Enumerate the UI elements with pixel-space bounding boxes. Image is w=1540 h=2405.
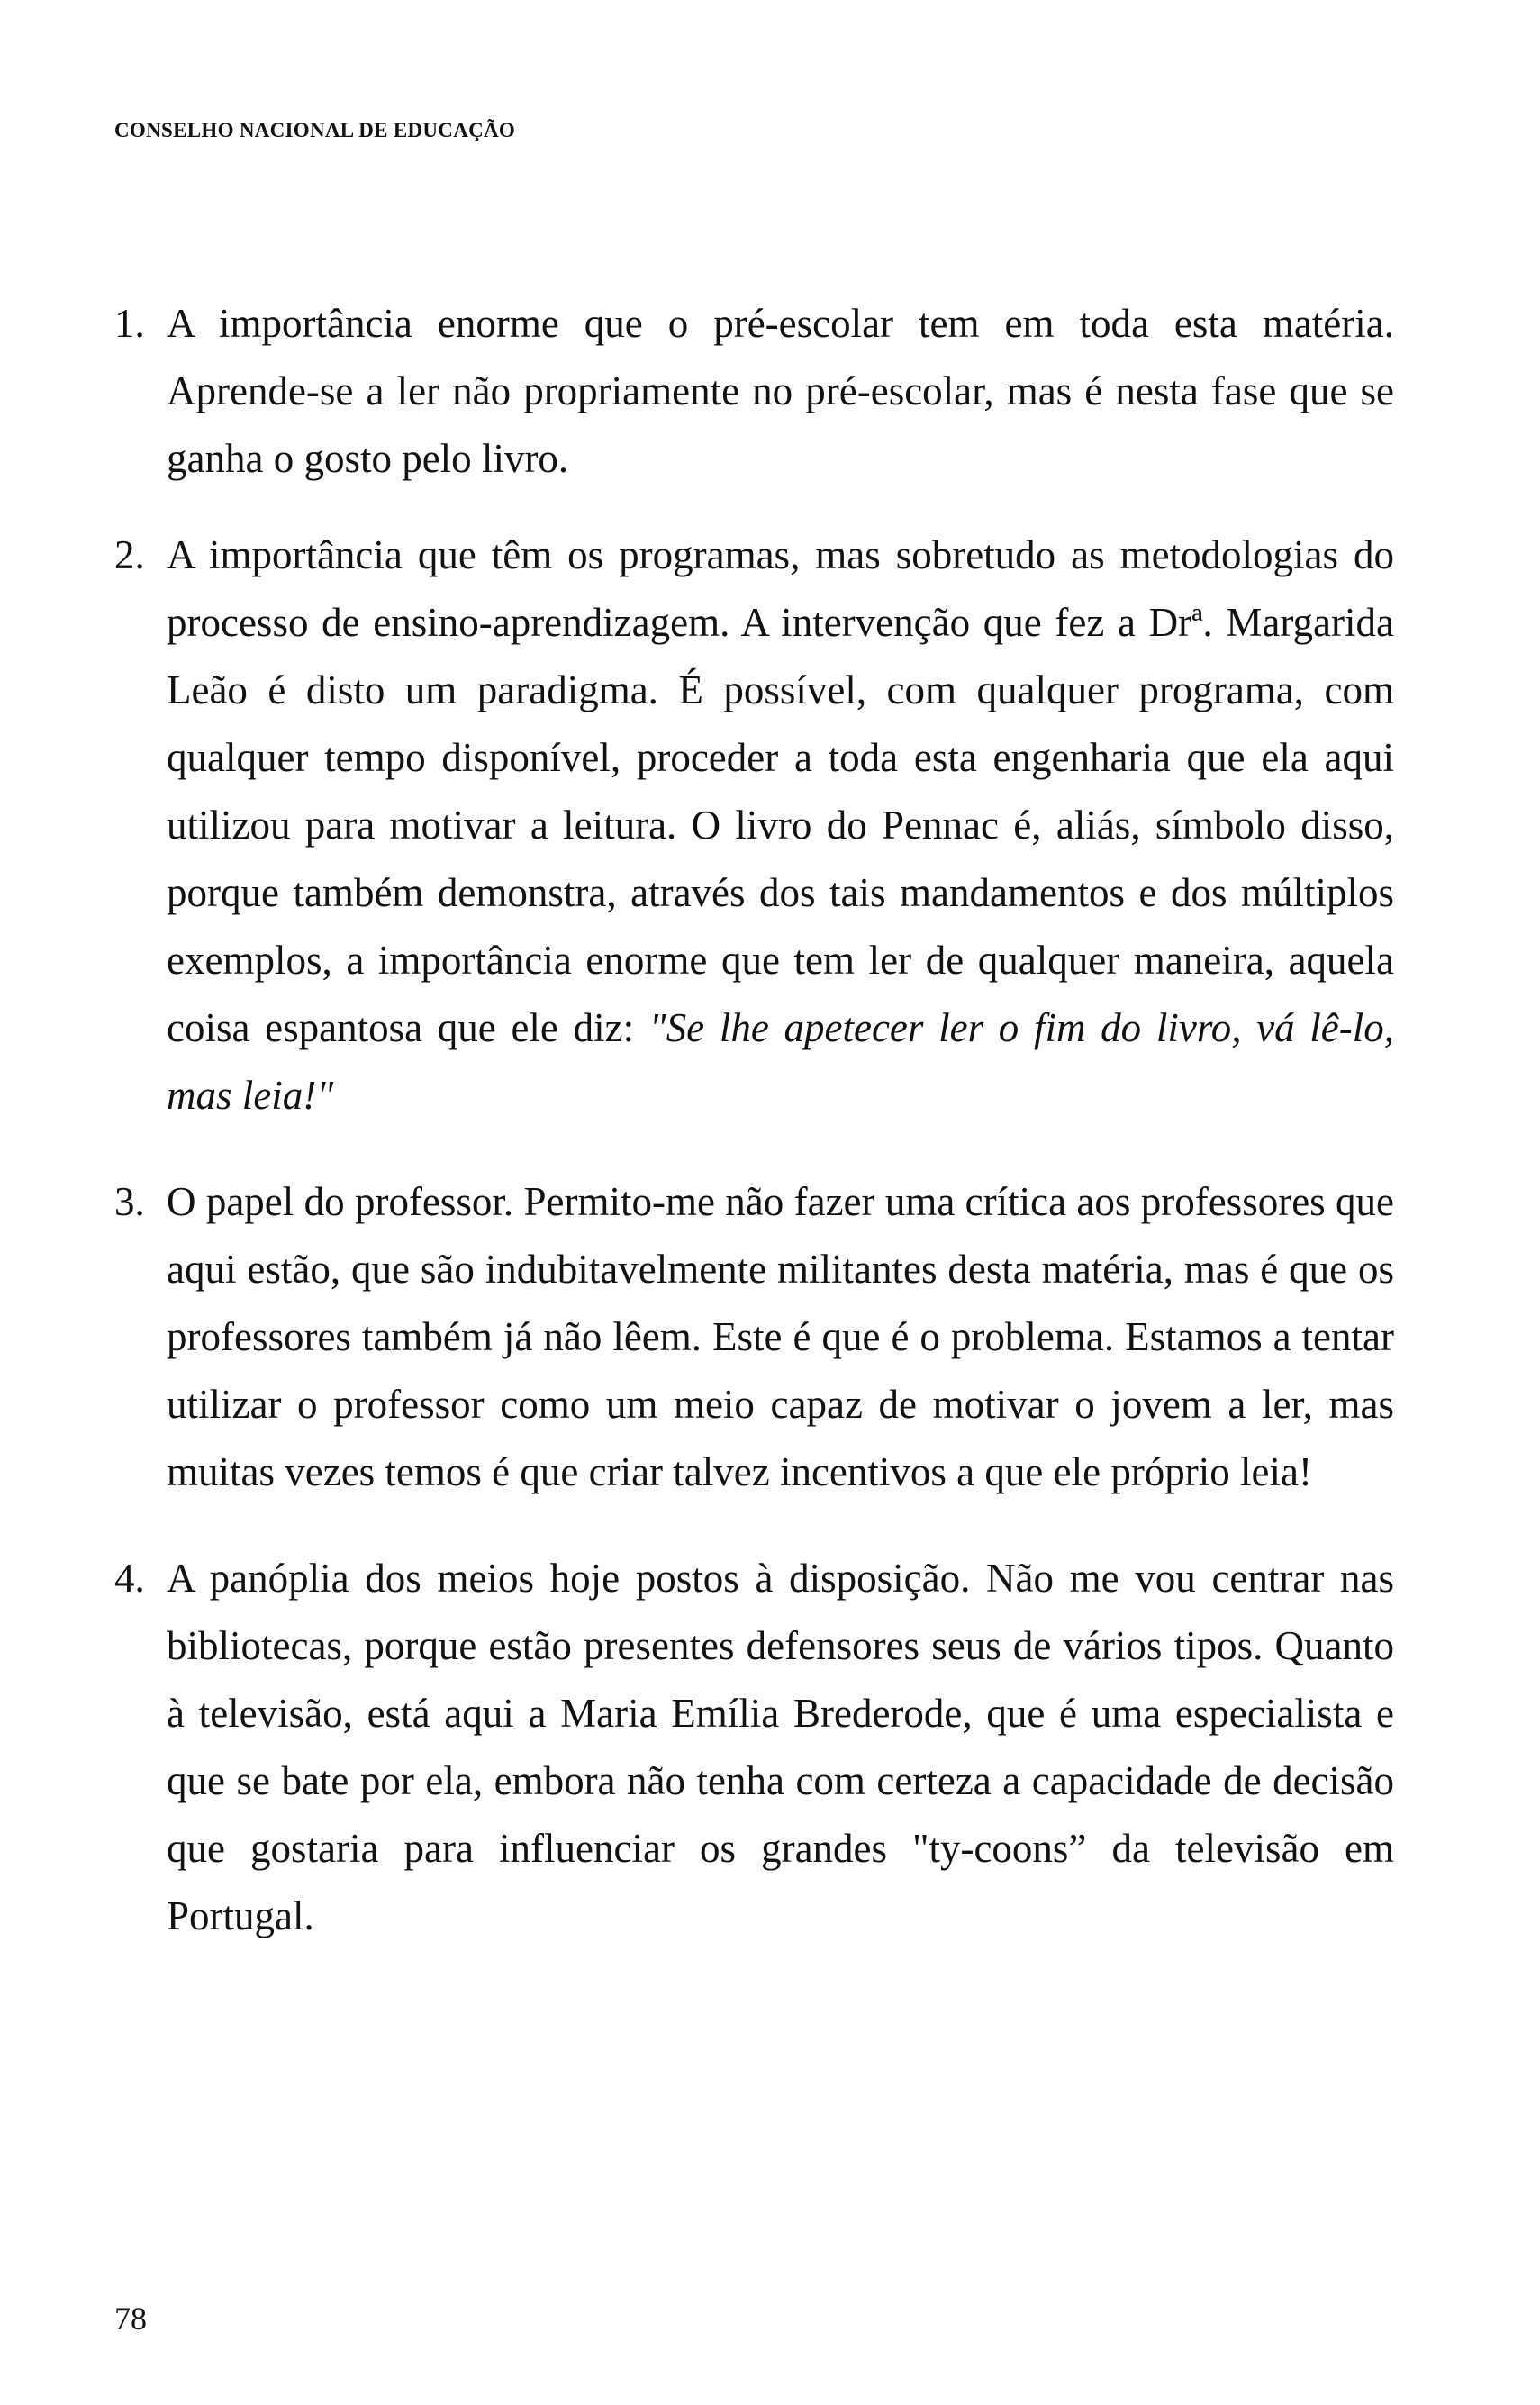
list-item-number: 4.	[114, 1556, 145, 1601]
list-item-body: A importância que têm os programas, mas sobretudo as metodologias do processo de ensino-aprendizagem. A intervenção que fez a Drª. Margarida Leão é disto um paradigma. É possível, com qualquer programa, com qualquer tempo disponível, proceder a toda esta engenharia que ela aqui utilizou para motivar a leitura. O livro do Pennac é, aliás, símbolo disso, porque também demonstra, através dos tais mandamentos e dos múltiplos exemplos, a importância enorme que tem ler de qualquer maneira, aquela coisa espantosa que ele diz:	[167, 532, 1394, 1050]
list-item	[114, 1545, 1394, 1950]
list-item-text: A panóplia dos meios hoje postos à disposição. Não me vou centrar nas bibliotecas, porque estão presentes defensores seus de vários tipos. Quanto à televisão, está aqui a Maria Emília Brederode, que é uma especialista e que se bate por ela, embora não tenha com certeza a capacidade de decisão que gostaria para influenciar os grandes "ty-coons” da televisão em Portugal.	[167, 1556, 1394, 1938]
list-item-number: 1.	[114, 301, 145, 346]
list-item-text: A importância enorme que o pré-escolar tem em toda esta matéria. Aprende-se a ler não propriamente no pré-escolar, mas é nesta fase que se ganha o gosto pelo livro.	[167, 301, 1394, 481]
list-item-number: 2.	[114, 532, 145, 577]
list-item-number: 3.	[114, 1179, 145, 1224]
running-header: CONSELHO NACIONAL DE EDUCAÇÃO	[114, 119, 516, 141]
pennac-quote: "Se lhe apetecer ler o fim do livro, vá lê-lo, mas leia!"	[167, 1005, 1395, 1118]
list-item-text: O papel do professor. Permito-me não fazer uma crítica aos professores que aqui estão, que são indubitavelmente militantes desta matéria, mas é que os professores também já não lêem. Este é que é o problema. Estamos a tentar utilizar o professor como um meio capaz de motivar o jovem a ler, mas muitas vezes temos é que criar talvez incentivos a que ele próprio leia!	[167, 1179, 1394, 1494]
list-item	[114, 1168, 1394, 1506]
list-item	[114, 290, 1394, 493]
numbered-list	[114, 290, 1394, 1950]
list-item-text	[167, 522, 1394, 1130]
list-item	[114, 522, 1394, 1130]
page-number: 78	[114, 2301, 147, 2337]
